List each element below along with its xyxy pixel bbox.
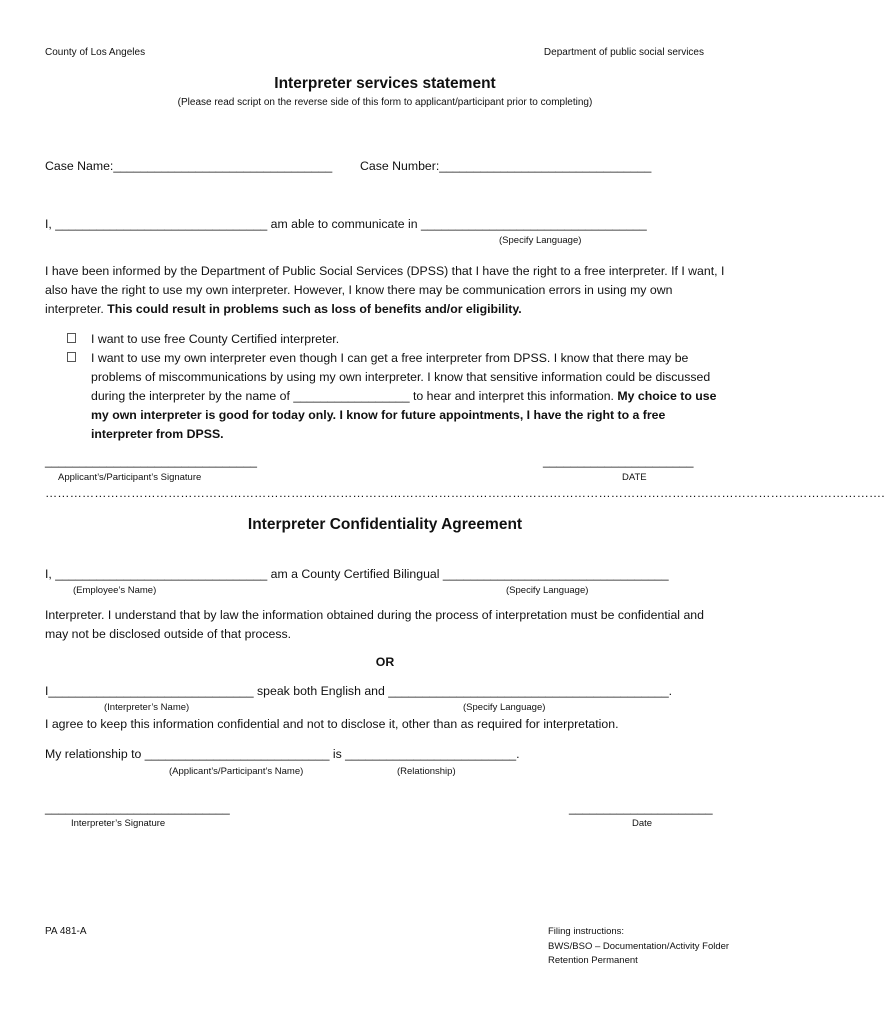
checkbox-county-interpreter[interactable]: [67, 333, 76, 343]
agree-statement: I agree to keep this information confidential and not to disclose it, other than as required for interpretation.: [45, 717, 619, 731]
filing-instructions-retention: Retention Permanent: [548, 955, 638, 966]
agreement-language-label: (Specify Language): [506, 585, 589, 596]
option-county-label: I want to use free County Certified interpreter.: [91, 332, 340, 346]
rights-text: I have been informed by the Department of Public Social Services (DPSS) that I have the right to a free interpreter. If I want, I also have the right to use my own interpreter. However, I know there may be communication errors in using my own interpreter.: [45, 264, 725, 316]
english-line[interactable]: I______________________________ speak both English and _________________________________________.: [45, 684, 673, 698]
statement-subtitle: (Please read script on the reverse side of this form to applicant/participant prior to completing): [177, 97, 593, 108]
agreement-title: Interpreter Confidentiality Agreement: [247, 516, 523, 533]
participant-name-label: (Applicant’s/Participant’s Name): [169, 766, 304, 777]
option-own-interpreter[interactable]: [67, 349, 727, 444]
relationship-line[interactable]: My relationship to ___________________________ is _________________________.: [45, 747, 520, 761]
rights-paragraph: [45, 262, 725, 319]
statement-title: Interpreter services statement: [274, 75, 496, 92]
form-number: PA 481-A: [45, 926, 87, 937]
interpreter-signature-label: Interpreter’s Signature: [71, 818, 166, 829]
case-name-field[interactable]: Case Name:________________________________: [45, 159, 333, 173]
confidentiality-paragraph: Interpreter. I understand that by law the information obtained during the process of interpretation must be confidential and may not be disclosed outside of that process.: [45, 608, 704, 641]
bilingual-line[interactable]: I, _______________________________ am a County Certified Bilingual _________________________________: [45, 567, 669, 581]
filing-instructions-folder: BWS/BSO – Documentation/Activity Folder: [548, 941, 730, 952]
agreement-date-line[interactable]: _____________________: [569, 801, 713, 815]
communicate-line[interactable]: I, _______________________________ am able to communicate in _________________________________: [45, 217, 647, 231]
option-county-interpreter[interactable]: [67, 330, 727, 349]
rights-warning: This could result in problems such as loss of benefits and/or eligibility.: [107, 302, 522, 316]
agreement-date-label: Date: [632, 818, 653, 829]
checkbox-own-interpreter[interactable]: [67, 352, 76, 362]
or-separator: OR: [375, 655, 395, 669]
relationship-label: (Relationship): [397, 766, 456, 777]
specify-language-label: (Specify Language): [499, 235, 582, 246]
header-county: County of Los Angeles: [45, 47, 146, 58]
interpreter-signature-line[interactable]: ___________________________: [45, 801, 230, 815]
statement-date-line[interactable]: ______________________: [543, 454, 694, 468]
option-own-label: [91, 349, 727, 444]
filing-instructions-title: Filing instructions:: [548, 926, 625, 937]
statement-date-label: DATE: [622, 472, 647, 483]
case-number-field[interactable]: Case Number:_______________________________: [360, 159, 652, 173]
employee-name-label: (Employee’s Name): [73, 585, 157, 596]
option-own-text: I want to use my own interpreter even though I can get a free interpreter from DPSS. I know that there may be problems of miscommunications by using my own interpreter. I know that sensitive information could be discussed during the interpreter by the name of _________________ to hear and interpret this information.: [91, 351, 711, 403]
option-own-warning: My choice to use my own interpreter is good for today only. I know for future appointments, I have the right to a free interpreter from DPSS.: [91, 389, 717, 441]
applicant-signature-line[interactable]: _______________________________: [45, 454, 258, 468]
section-divider: …………………………………………………………………………………………………………………………………………………………………………………….: [45, 486, 885, 500]
agreement-language-label-2: (Specify Language): [463, 702, 546, 713]
interpreter-name-label: (Interpreter’s Name): [104, 702, 190, 713]
header-department: Department of public social services: [543, 47, 704, 58]
applicant-signature-label: Applicant’s/Participant’s Signature: [58, 472, 202, 483]
